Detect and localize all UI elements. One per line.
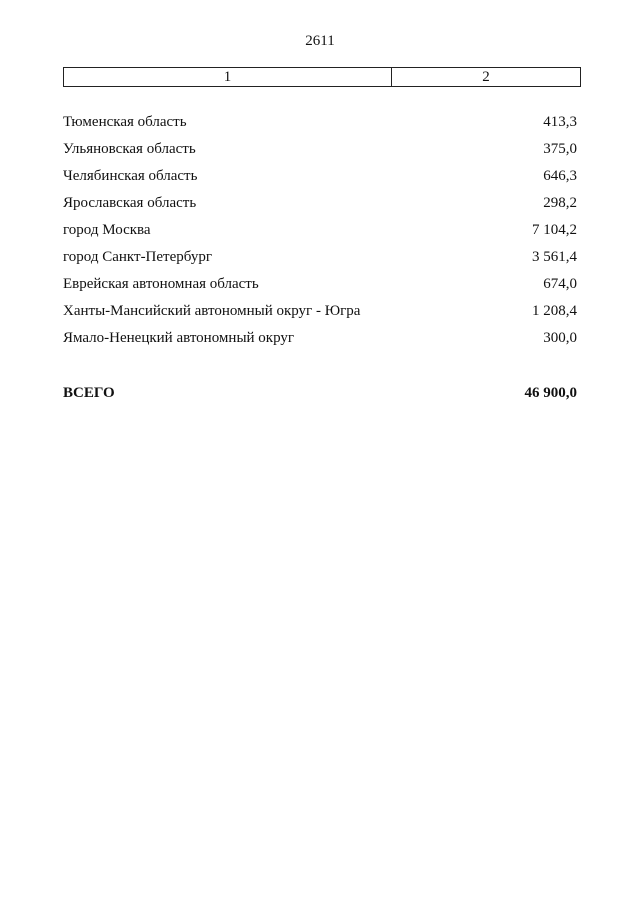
column-header-2: 2 — [482, 69, 490, 85]
table-row — [63, 192, 577, 219]
table-row — [63, 219, 577, 246]
region-name: город Санкт-Петербург — [63, 249, 212, 265]
region-value: 375,0 — [543, 141, 577, 157]
total-label: ВСЕГО — [63, 385, 115, 401]
region-name: Ханты-Мансийский автономный округ - Югра — [63, 303, 361, 319]
region-list — [63, 111, 577, 354]
table-row — [63, 300, 577, 327]
table-row — [63, 138, 577, 165]
region-value: 674,0 — [543, 276, 577, 292]
region-name: Еврейская автономная область — [63, 276, 259, 292]
total-row — [63, 382, 577, 404]
table-row — [63, 246, 577, 273]
region-name: Ярославская область — [63, 195, 197, 211]
region-name: Ульяновская область — [63, 141, 196, 157]
table-row — [63, 327, 577, 354]
region-value: 300,0 — [543, 330, 577, 346]
table-row — [63, 165, 577, 192]
region-value: 7 104,2 — [532, 222, 577, 238]
region-value: 3 561,4 — [532, 249, 577, 265]
region-value: 646,3 — [543, 168, 577, 184]
region-value: 413,3 — [543, 114, 577, 130]
region-name: Ямало-Ненецкий автономный округ — [63, 330, 295, 346]
region-value: 298,2 — [543, 195, 577, 211]
column-header-1: 1 — [64, 68, 392, 86]
column-header-table — [63, 67, 581, 87]
total-value: 46 900,0 — [524, 385, 577, 401]
table-row — [63, 273, 577, 300]
region-name: город Москва — [63, 222, 151, 238]
region-name: Челябинская область — [63, 168, 198, 184]
page-number: 2611 — [305, 33, 335, 49]
table-row — [63, 111, 577, 138]
region-name: Тюменская область — [63, 114, 187, 130]
region-value: 1 208,4 — [532, 303, 577, 319]
